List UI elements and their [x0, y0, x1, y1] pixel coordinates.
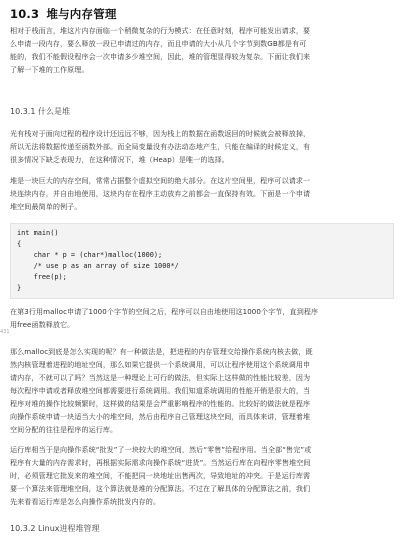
text-line: 先来看看运行库是怎么向操作系统批发内存的。: [10, 497, 161, 506]
text-line: 相对于栈而言，堆这片内存面临一个稍微复杂的行为模式：在任意时刻，程序可能发出请求，要: [10, 26, 311, 35]
text-line: 空间分配的往往是程序的运行库。: [10, 425, 118, 434]
text-line: 运行库相当于是向操作系统“批发”了一块较大的堆空间，然后“零售”给程序用。当全部“售完”或: [10, 445, 312, 454]
text-line: 很多情况下缺乏表现力，在这种情况下，堆（Heap）是唯一的选择。: [10, 155, 229, 164]
text-line: 程序对堆的操作比较频繁时，这样做的结果是会严重影响程序的性能的。比较好的做法就是程序: [10, 399, 311, 408]
code-block: [10, 223, 394, 299]
text-line: 程序有大量的内存需求时，再根据实际需求向操作系统“进货”。当然运行库在向程序零售堆空间: [10, 458, 311, 467]
subsection-heading-1: 10.3.1 什么是堆: [10, 107, 70, 116]
text-line: 了解一下堆的工作原理。: [10, 65, 89, 74]
page-number: 431: [0, 329, 10, 335]
text-line: 然内核管理着进程的地址空间，那么如果它提供一个系统调用，可以让程序使用这个系统调用申: [10, 360, 311, 369]
text-line: 那么malloc到底是怎么实现的呢？有一种做法是，把进程的内存管理交给操作系统内核去做，既: [10, 347, 313, 356]
section-title: 堆与内存管理: [46, 7, 117, 21]
code-line: int main(): [17, 229, 59, 237]
code-line: free(p);: [17, 273, 67, 281]
intro-paragraph: [10, 24, 395, 76]
section-number: 10.3: [10, 7, 40, 21]
text-line: 么申请一段内存，要么释放一段已申请过的内存，而且申请的大小从几个字节到数GB都是有可: [10, 39, 307, 48]
text-line: 请内存，不就可以了吗？当然这是一种理论上可行的做法，但实际上这样做的性能比较差，因为: [10, 373, 311, 382]
malloc-explanation-paragraph: [10, 305, 395, 331]
code-line: char * p = (char*)malloc(1000);: [17, 251, 163, 259]
code-line: /* use p as an array of size 1000*/: [17, 262, 179, 270]
heap-definition-paragraph: [10, 174, 395, 213]
text-line: 时，必须管理它批发来的堆空间，不能把同一块地址出售两次，导致地址的冲突。于是运行库需: [10, 471, 311, 480]
text-line: 能的，我们不能假设程序会一次申请多少堆空间，因此，堆的管理显得较为复杂。下面让我们来: [10, 52, 311, 61]
malloc-implementation-paragraph: [10, 345, 395, 436]
text-line: 在第3行用malloc申请了1000个字节的空间之后，程序可以自由地使用这1000个字节，直到程序: [10, 307, 319, 316]
code-line: {: [17, 240, 22, 248]
stack-limitation-paragraph: [10, 127, 395, 166]
text-line: 所以无法将数据传递至函数外部。而全局变量没有办法动态地产生，只能在编译的时候定义，有: [10, 142, 311, 151]
text-line: 堆空间最简单的例子。: [10, 202, 82, 211]
text-line: 要一个算法来管理堆空间，这个算法就是堆的分配算法。不过在了解具体的分配算法之前，我们: [10, 484, 311, 493]
text-line: 每次程序申请或者释放堆空间都需要进行系统调用。我们知道系统调用的性能开销是很大的，当: [10, 386, 311, 395]
runtime-wholesale-paragraph: [10, 443, 395, 508]
subsection-heading-2: 10.3.2 Linux进程堆管理: [10, 524, 100, 533]
text-line: 用free函数释放它。: [10, 320, 75, 329]
text-line: 堆是一块巨大的内存空间，常常占据整个虚拟空间的绝大部分。在这片空间里，程序可以请求一: [10, 176, 311, 185]
text-line: 块连续内存，并自由地使用，这块内存在程序主动放弃之前都会一直保持有效。下面是一个申请: [10, 189, 311, 198]
section-heading: [10, 6, 117, 22]
text-line: 向操作系统申请一块适当大小的堆空间，然后由程序自己管理这块空间，而具体来讲，管理着堆: [10, 412, 311, 421]
code-line: }: [17, 284, 22, 292]
text-line: 光有栈对于面向过程的程序设计还远远不够，因为栈上的数据在函数返回的时候就会被释放掉，: [10, 129, 311, 138]
